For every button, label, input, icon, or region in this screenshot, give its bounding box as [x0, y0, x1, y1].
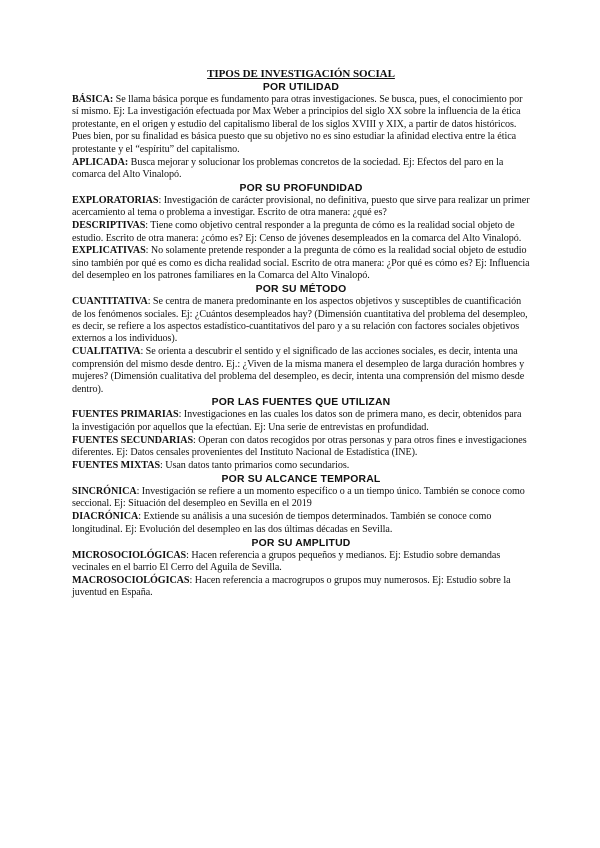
entry-definition: : Hacen referencia a macrogrupos o grupos muy numerosos. Ej: Estudio sobre la juventud en España.	[72, 574, 511, 599]
entry-fuentes-mixtas	[72, 460, 530, 472]
entry-diacronica	[72, 511, 530, 536]
section-heading-alcance-temporal: POR SU ALCANCE TEMPORAL	[221, 473, 381, 485]
entry-sincronica	[72, 486, 530, 511]
section-heading-metodo: POR SU MÉTODO	[255, 284, 347, 296]
entry-explicativas	[72, 245, 530, 282]
entry-term: FUENTES PRIMARIAS	[72, 409, 179, 421]
entry-aplicada	[72, 157, 530, 182]
section-heading-utilidad: POR UTILIDAD	[262, 82, 340, 93]
document-page	[72, 68, 530, 600]
entry-exploratorias	[72, 195, 530, 220]
entry-definition: : Hacen referencia a grupos pequeños y medianos. Ej: Estudio sobre demandas vecinales en el barrio El Cerro del Aguila de Sevilla.	[72, 549, 501, 573]
entry-definition: : Investigaciones en las cuales los datos son de primera mano, es decir, obtenidos para la investigación por aquellos que la efectúan. Ej: Una serie de entrevistas en profundidad.	[72, 409, 522, 433]
document-title: TIPOS DE INVESTIGACIÓN SOCIAL	[207, 68, 395, 80]
entry-definition: : Extiende su análisis a una sucesión de tiempos determinados. También se conoce como longitudinal. Ej: Evolución del desempleo en las dos últimas décadas en Sevilla.	[72, 511, 492, 535]
entry-term: APLICADA:	[72, 156, 129, 168]
entry-term: EXPLORATORIAS	[72, 194, 159, 206]
entry-definition: : Tiene como objetivo central responder a la pregunta de cómo es la realidad social objeto de estudio. Escrito de otra manera: ¿cómo es? Ej: Censo de jóvenes desempleados en la comarca del Alto Vinalopó.	[72, 220, 522, 244]
entry-term: CUALITATIVA	[72, 346, 141, 358]
entry-term: FUENTES SECUNDARIAS	[72, 434, 194, 446]
entry-term: MICROSOCIOLÓGICAS	[72, 549, 187, 561]
entry-fuentes-secundarias	[72, 435, 530, 460]
entry-term: SINCRÓNICA	[72, 485, 137, 497]
entry-definition: Busca mejorar y solucionar los problemas concretos de la sociedad. Ej: Efectos del paro en la comarca del Alto Vinalopó.	[72, 156, 504, 180]
entry-definition: : Operan con datos recogidos por otras personas y para otros fines e investigaciones diferentes. Ej: Datos censales provenientes del Instituto Nacional de Estadística (INE).	[72, 434, 527, 459]
entry-term: EXPLICATIVAS	[72, 245, 146, 257]
entry-term: FUENTES MIXTAS	[72, 460, 161, 472]
entry-term: MACROSOCIOLÓGICAS	[72, 574, 190, 586]
entry-basica	[72, 94, 530, 156]
entry-definition: : Investigación se refiere a un momento específico o a un tiempo único. También se conoce como seccional. Ej: Situación del desempleo en Sevilla en el 2019	[72, 485, 525, 510]
entry-definition: : Usan datos tanto primarios como secundarios.	[160, 460, 350, 472]
entry-microsociologicas	[72, 550, 530, 575]
entry-definition: : Se orienta a descubrir el sentido y el significado de las acciones sociales, es decir, intenta una comprensión del mismo desde dentro. Ej.: ¿Viven de la misma manera el desempleo de larga duración hombres y mujeres? (Dimensión cualitativa del problema del desempleo, es decir, intenta una comprensión del mismo desde dentro).	[72, 346, 525, 395]
entry-macrosociologicas	[72, 575, 530, 600]
entry-term: DESCRIPTIVAS	[72, 220, 146, 232]
entry-cuantitativa	[72, 296, 530, 346]
entry-term: DIACRÓNICA	[72, 511, 139, 523]
entry-cualitativa	[72, 346, 530, 396]
entry-term: CUANTITATIVA	[72, 296, 148, 308]
entry-fuentes-primarias	[72, 409, 530, 434]
entry-term: BÁSICA:	[72, 94, 114, 105]
section-heading-profundidad: POR SU PROFUNDIDAD	[239, 182, 363, 194]
entry-definition: Se llama básica porque es fundamento para otras investigaciones. Se busca, pues, el conocimiento por sí mismo. Ej: La investigación efectuada por Max Weber a principios del siglo XX sobre la influencia de la ética protestante, en el origen y estudio del capitalismo liberal de los siglos XVIII y XIX, a partir de datos históricos. Pues bien, por su finalidad es básica puesto que su objetivo no es sino estudiar la afinidad electiva entre la ética protestante y el “espíritu” del capitalismo.	[72, 94, 523, 155]
section-heading-fuentes: POR LAS FUENTES QUE UTILIZAN	[211, 397, 391, 409]
entry-definition: : No solamente pretende responder a la pregunta de cómo es la realidad social objeto de estudio sino también por qué es como es dicha realidad social. Escrito de otra manera: ¿Por qué es cómo es? Ej: Influencia del desempleo en los patrones familiares en la Comarca del Alto Vinalopó.	[72, 245, 530, 282]
entry-descriptivas	[72, 220, 530, 245]
section-heading-amplitud: POR SU AMPLITUD	[251, 537, 351, 549]
entry-definition: : Se centra de manera predominante en los aspectos objetivos y susceptibles de cuantificación de los fenómenos sociales. Ej: ¿Cuántos desempleados hay? (Dimensión cuantitativa del problema del desempleo, es decir, se refiere a los aspectos estadístico-cuantitativos del paro y a su relación con factores sociales objetivos externos a los individuos).	[72, 296, 528, 345]
entry-definition: : Investigación de carácter provisional, no definitiva, puesto que sirve para realizar un primer acercamiento al tema o problema a investigar. Escrito de otra manera: ¿qué es?	[72, 194, 530, 219]
